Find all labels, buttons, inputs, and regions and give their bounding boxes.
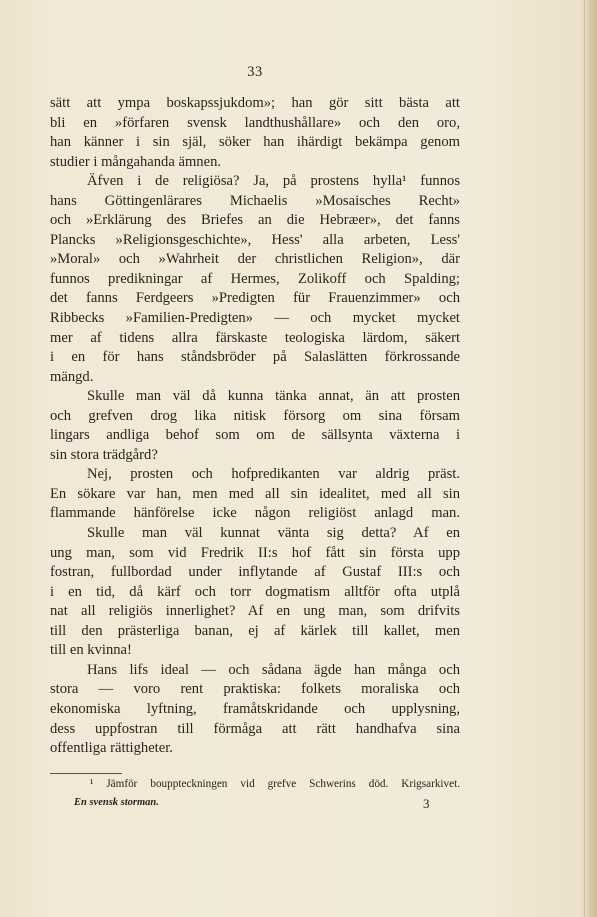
text-line: mängd. <box>50 368 94 385</box>
text-line: till den prästerliga banan, ej af kärlek till kallet, men <box>50 622 460 639</box>
footnote-rule <box>50 773 122 774</box>
text-line: ekonomiska lyftning, framåtskridande och upplysning, <box>50 700 460 717</box>
text-line: fostran, fullbordad under inflytande af Gustaf III:s och <box>50 564 460 581</box>
text-line: lingars andliga behof som om de sällsynta växterna i <box>50 427 460 444</box>
text-line: hans Göttingenlärares Michaelis »Mosaisches Recht» <box>50 192 460 209</box>
text-line: han känner i sin själ, söker han ihärdigt bekämpa genom <box>50 134 460 151</box>
text-line: Nej, prosten och hofpredikanten var aldrig präst. <box>87 466 460 483</box>
text-line: det fanns Ferdgeers »Predigten für Frauenzimmer» och <box>50 290 460 307</box>
text-line: Hans lifs ideal — och sådana ägde han många och <box>87 661 460 678</box>
text-line: Ribbecks »Familien-Predigten» — och mycket mycket <box>50 310 460 327</box>
text-line: studier i mångahanda ämnen. <box>50 153 222 170</box>
body-text <box>50 94 460 759</box>
page-edge <box>584 0 597 917</box>
text-line: Skulle man väl kunnat vänta sig detta? Af en <box>87 525 460 542</box>
text-line: flammande hänförelse icke någon religiöst anlagd man. <box>50 505 460 522</box>
text-line: ung man, som vid Fredrik II:s hof fått sin första upp <box>50 544 460 561</box>
text-line: Plancks »Religionsgeschichte», Hess' alla arbeten, Less' <box>50 231 460 248</box>
text-line: mer af tidens allra färskaste teologiska lärdom, säkert <box>50 329 460 346</box>
signature-mark: En svensk storman. <box>74 797 159 808</box>
text-line: i en tid, då kärf och torr dogmatism alltför ofta utplå <box>50 583 460 600</box>
text-line: bli en »förfaren svensk landthushållare» och den oro, <box>50 114 460 131</box>
footnote: ¹ Jämför bouppteckningen vid grefve Schwerins död. Krigsarkivet. <box>90 778 460 790</box>
text-line: till en kvinna! <box>50 642 132 659</box>
text-line: offentliga rättigheter. <box>50 740 173 757</box>
text-line: nat all religiös innerlighet? Af en ung man, som drifvits <box>50 603 460 620</box>
text-line: Skulle man väl då kunna tänka annat, än att prosten <box>87 388 460 405</box>
text-line: i en för hans ståndsbröder på Salaslätten förkrossande <box>50 349 460 366</box>
page-number: 33 <box>247 64 263 80</box>
text-line: sätt att ympa boskapssjukdom»; han gör sitt bästa att <box>50 95 460 111</box>
signature-number: 3 <box>423 796 430 811</box>
text-line: »Moral» och »Wahrheit der christlichen Religion», där <box>50 251 460 268</box>
text-line: Äfven i de religiösa? Ja, på prostens hylla¹ funnos <box>87 173 460 190</box>
text-line: En sökare var han, men med all sin idealitet, med all sin <box>50 485 460 502</box>
text-line: stora — voro rent praktiska: folkets moraliska och <box>50 681 460 698</box>
text-line: sin stora trädgård? <box>50 446 158 463</box>
text-line: och »Erklärung des Briefes an die Hebræer», det fanns <box>50 212 460 229</box>
text-line: funnos predikningar af Hermes, Zolikoff och Spalding; <box>50 270 460 287</box>
text-line: dess uppfostran till förmåga att rätt handhafva sina <box>50 720 460 737</box>
text-line: och grefven drog lika nitisk försorg om sina försam <box>50 407 460 424</box>
